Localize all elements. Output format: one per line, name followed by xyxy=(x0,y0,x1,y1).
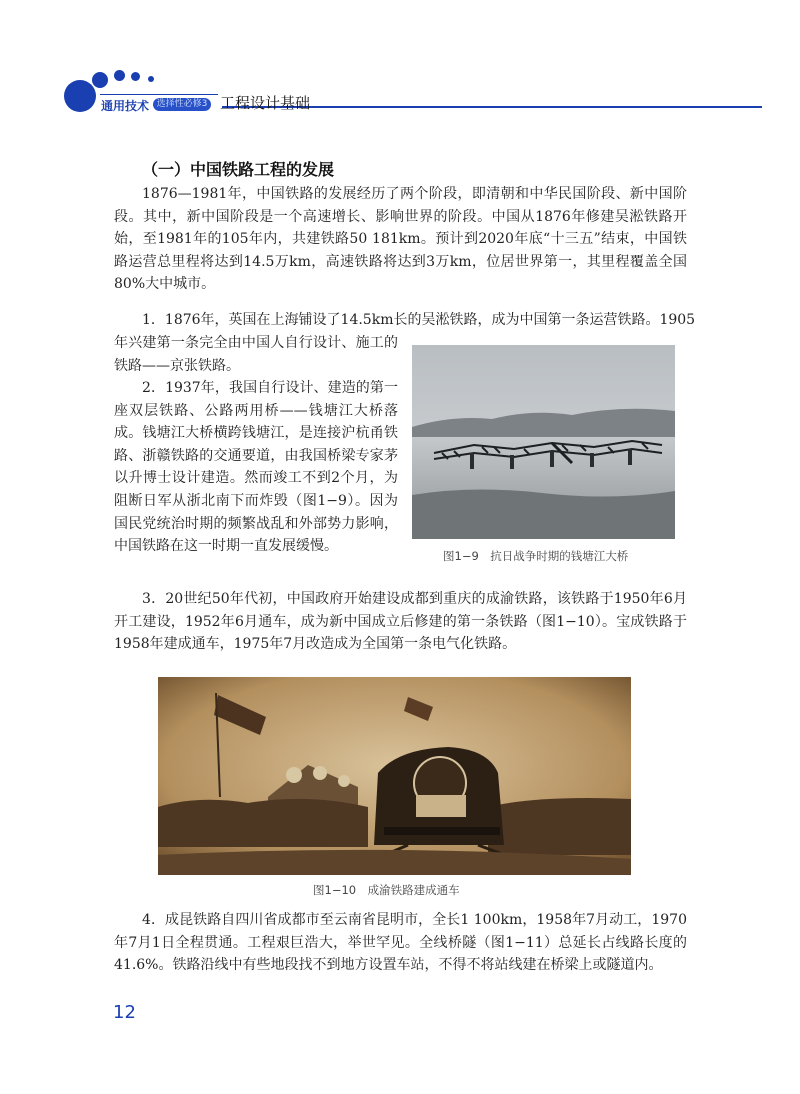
figure-1-10-caption: 图1−10 成渝铁路建成通车 xyxy=(313,883,460,897)
bridge-photo-illustration xyxy=(412,345,675,539)
paragraph-4: 3．20世纪50年代初，中国政府开始建设成都到重庆的成渝铁路，该铁路于1950年6月开工建设，1952年6月通车，成为新中国成立后修建的第一条铁路（图1−10）。宝成铁路于1958年建成通车，1975年7月改造成为全国第一条电气化铁路。 xyxy=(114,591,687,653)
figure-1-9-caption: 图1−9 抗日战争时期的钱塘江大桥 xyxy=(443,549,629,563)
paragraph-5: 4．成昆铁路自四川省成都市至云南省昆明市，全长1 100km，1958年7月动工，1970年7月1日全程贯通。工程艰巨浩大，举世罕见。全线桥隧（图1−11）总延长占线路长度的41.6%。铁路沿线中有些地段找不到地方设置车站，不得不将站线建在桥梁上或隧道内。 xyxy=(114,912,687,974)
header-dot-tiny-2 xyxy=(148,76,154,82)
section-title: （一）中国铁路工程的发展 xyxy=(142,160,335,179)
header-thin-rule xyxy=(100,94,218,95)
figure-1-10-photo xyxy=(158,677,631,875)
book-title: 工程设计基础 xyxy=(220,94,311,112)
header-dot-medium xyxy=(92,72,108,88)
header-dot-large xyxy=(64,80,96,112)
paragraph-1: 1876—1981年，中国铁路的发展经历了两个阶段，即清朝和中华民国阶段、新中国阶段。其中，新中国阶段是一个高速增长、影响世界的阶段。中国从1876年修建吴淞铁路开始，至1981年的105年内，共建铁路50 181km。预计到2020年底“十三五”结束，中国铁路运营总里程将达到14.5万km，高速铁路将达到3万km，位居世界第一，其里程覆盖全国80%大中城市。 xyxy=(114,186,687,293)
railway-opening-illustration xyxy=(158,677,631,875)
figure-1-9-photo xyxy=(412,345,675,539)
series-label: 通用技术 xyxy=(101,99,150,113)
header-dot-tiny-1 xyxy=(131,72,140,81)
paragraph-2-line-1: 1．1876年，英国在上海铺设了14.5km长的吴淞铁路，成为中国第一条运营铁路。1905 xyxy=(142,312,696,328)
page-number: 12 xyxy=(113,1002,136,1023)
subtitle-badge: 选择性必修3 xyxy=(153,98,211,111)
paragraph-3: 2．1937年，我国自行设计、建造的第一座双层铁路、公路两用桥——钱塘江大桥落成。钱塘江大桥横跨钱塘江，是连接沪杭甬铁路、浙赣铁路的交通要道，由我国桥梁专家茅以升博士设计建造。然而竣工不到2个月，为阻断日军从浙北南下而炸毁（图1−9）。因为国民党统治时期的频繁战乱和外部势力影响，中国铁路在这一时期一直发展缓慢。 xyxy=(114,380,398,555)
paragraph-2-wrap: 年兴建第一条完全由中国人自行设计、施工的铁路——京张铁路。 xyxy=(114,335,398,374)
header-dot-small xyxy=(114,70,125,81)
